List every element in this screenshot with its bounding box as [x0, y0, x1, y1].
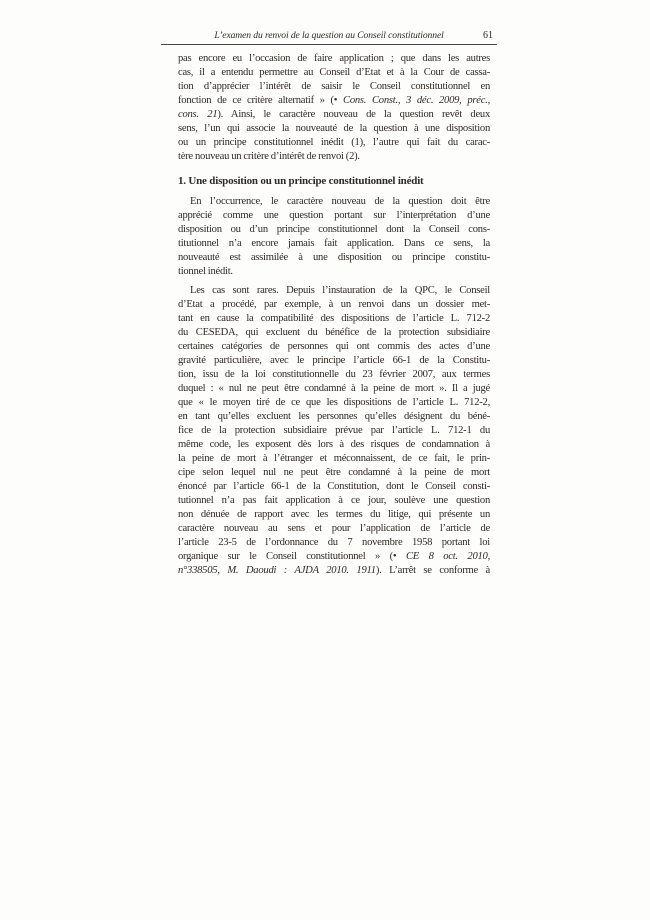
text-run: tion, issu de la loi constitutionnelle du 23 février 2007, aux termes: [178, 369, 490, 380]
text-line: [178, 410, 490, 424]
text-line: [178, 452, 490, 466]
text-line: [178, 340, 490, 354]
text-line: [178, 136, 490, 150]
text-run: sens, l’un qui associe la nouveauté de la question à une disposition: [178, 123, 490, 134]
text-run: l’article 23-5 de l’ordonnance du 7 novembre 1958 portant loi: [178, 537, 490, 548]
text-run: pas encore eu l’occasion de faire application ; que dans les autres: [178, 53, 490, 64]
text-run: la peine de mort à l’étranger et méconnaissent, de ce fait, le prin-: [178, 453, 490, 464]
text-line: [178, 494, 490, 508]
text-line: [178, 284, 490, 298]
running-title: L’examen du renvoi de la question au Conseil constitutionnel: [214, 30, 444, 41]
text-run: tère nouveau un critère d’intérêt de renvoi (2).: [178, 151, 360, 162]
text-run: tutionnel n’a pas fait application à ce jour, soulève une question: [178, 495, 490, 506]
citation-italic-text: Cons. Const., 3 déc. 2009, préc.,: [343, 95, 490, 106]
text-run: du CESEDA, qui excluent du bénéfice de la protection subsidiaire: [178, 327, 490, 338]
running-head: [161, 24, 497, 43]
text-run: fice de la protection subsidiaire prévue par l’article L. 712-1 du: [178, 425, 490, 436]
text-line: [178, 209, 490, 223]
text-line: [178, 237, 490, 251]
text-run: tionnel inédit.: [178, 266, 233, 277]
text-line: [178, 195, 490, 209]
text-line: [178, 438, 490, 452]
text-run: En l’occurrence, le caractère nouveau de la question doit être: [190, 196, 490, 207]
text-line: [178, 150, 490, 164]
text-line: [178, 298, 490, 312]
text-run: tion d’apprécier l’intérêt de saisir le Conseil constitutionnel en: [178, 81, 490, 92]
text-line: [178, 312, 490, 326]
text-run: duquel : « nul ne peut être condamné à la peine de mort ». Il a jugé: [178, 383, 490, 394]
text-line: [178, 522, 490, 536]
text-run: titutionnel n’a encore jamais fait application. Dans ce sens, la: [178, 238, 490, 249]
text-line: [178, 66, 490, 80]
text-run: Les cas sont rares. Depuis l’instauration de la QPC, le Conseil: [190, 285, 490, 296]
text-line: [178, 508, 490, 522]
text-line: [178, 122, 490, 136]
paragraph: [178, 195, 490, 279]
text-run: que « le moyen tiré de ce que les dispositions de l’article L. 712-2,: [178, 397, 490, 408]
text-line: [178, 326, 490, 340]
text-line: [178, 424, 490, 438]
text-run: nouveauté est assimilée à une disposition ou principe constitu-: [178, 252, 490, 263]
text-run: caractère nouveau au sens et pour l’application de l’article de: [178, 523, 490, 534]
text-run: énoncé par l’article 66-1 de la Constitution, dont le Conseil consti-: [178, 481, 490, 492]
text-line: [178, 564, 490, 578]
text-line: [178, 223, 490, 237]
text-line: [178, 354, 490, 368]
text-line: [178, 536, 490, 550]
text-line: [178, 94, 490, 108]
text-run: fonction de ce critère alternatif » (•: [178, 95, 344, 106]
citation-italic-text: n°338505, M. Daoudi : AJDA 2010. 1911: [178, 565, 376, 576]
citation-italic-text: cons. 21: [178, 109, 218, 120]
text-line: [178, 265, 490, 279]
text-line: [178, 108, 490, 122]
text-line: [178, 251, 490, 265]
text-line: [178, 52, 490, 66]
text-line: [178, 466, 490, 480]
text-run: en tant qu’elles excluent les personnes qu’elles désignent du béné-: [178, 411, 490, 422]
text-run: apprécié comme une question portant sur l’interprétation d’une: [178, 210, 490, 221]
section-heading: 1. Une disposition ou un principe constitutionnel inédit: [178, 175, 424, 187]
text-run: même code, les exposent dès lors à des risques de condamnation à: [178, 439, 490, 450]
text-run: non dénuée de rapport avec les termes du litige, qui présente un: [178, 509, 490, 520]
paragraph: [178, 52, 490, 164]
paragraph: [178, 284, 490, 578]
page-number: 61: [483, 30, 493, 41]
text-line: [178, 396, 490, 410]
text-run: certaines catégories de personnes qui ont commis des actes d’une: [178, 341, 490, 352]
text-run: ). Ainsi, le caractère nouveau de la question revêt deux: [217, 109, 490, 120]
text-run: disposition ou d’un principe constitutionnel dont la Conseil cons-: [178, 224, 490, 235]
citation-italic-text: CE 8 oct. 2010,: [405, 551, 490, 562]
page-body: [178, 52, 490, 578]
text-run: cipe selon lequel nul ne peut être condamné à la peine de mort: [178, 467, 490, 478]
text-line: [178, 80, 490, 94]
text-run: ou un principe constitutionnel inédit (1), l’autre qui fait du carac-: [178, 137, 490, 148]
text-line: [178, 480, 490, 494]
text-run: gravité particulière, avec le principe l’article 66-1 de la Constitu-: [178, 355, 490, 366]
text-run: ). L’arrêt se conforme à: [375, 565, 491, 576]
text-line: [178, 550, 490, 564]
text-line: [178, 382, 490, 396]
header-rule: [161, 44, 497, 45]
text-run: organique sur le Conseil constitutionnel » (•: [178, 551, 406, 562]
text-run: d’Etat a procédé, par exemple, à un renvoi dans un dossier met-: [178, 299, 490, 310]
text-run: tant en cause la compatibilité des dispositions de l’article L. 712-2: [178, 313, 490, 324]
text-line: [178, 368, 490, 382]
text-run: cas, il a entendu permettre au Conseil d’Etat et à la Cour de cassa-: [178, 67, 490, 78]
